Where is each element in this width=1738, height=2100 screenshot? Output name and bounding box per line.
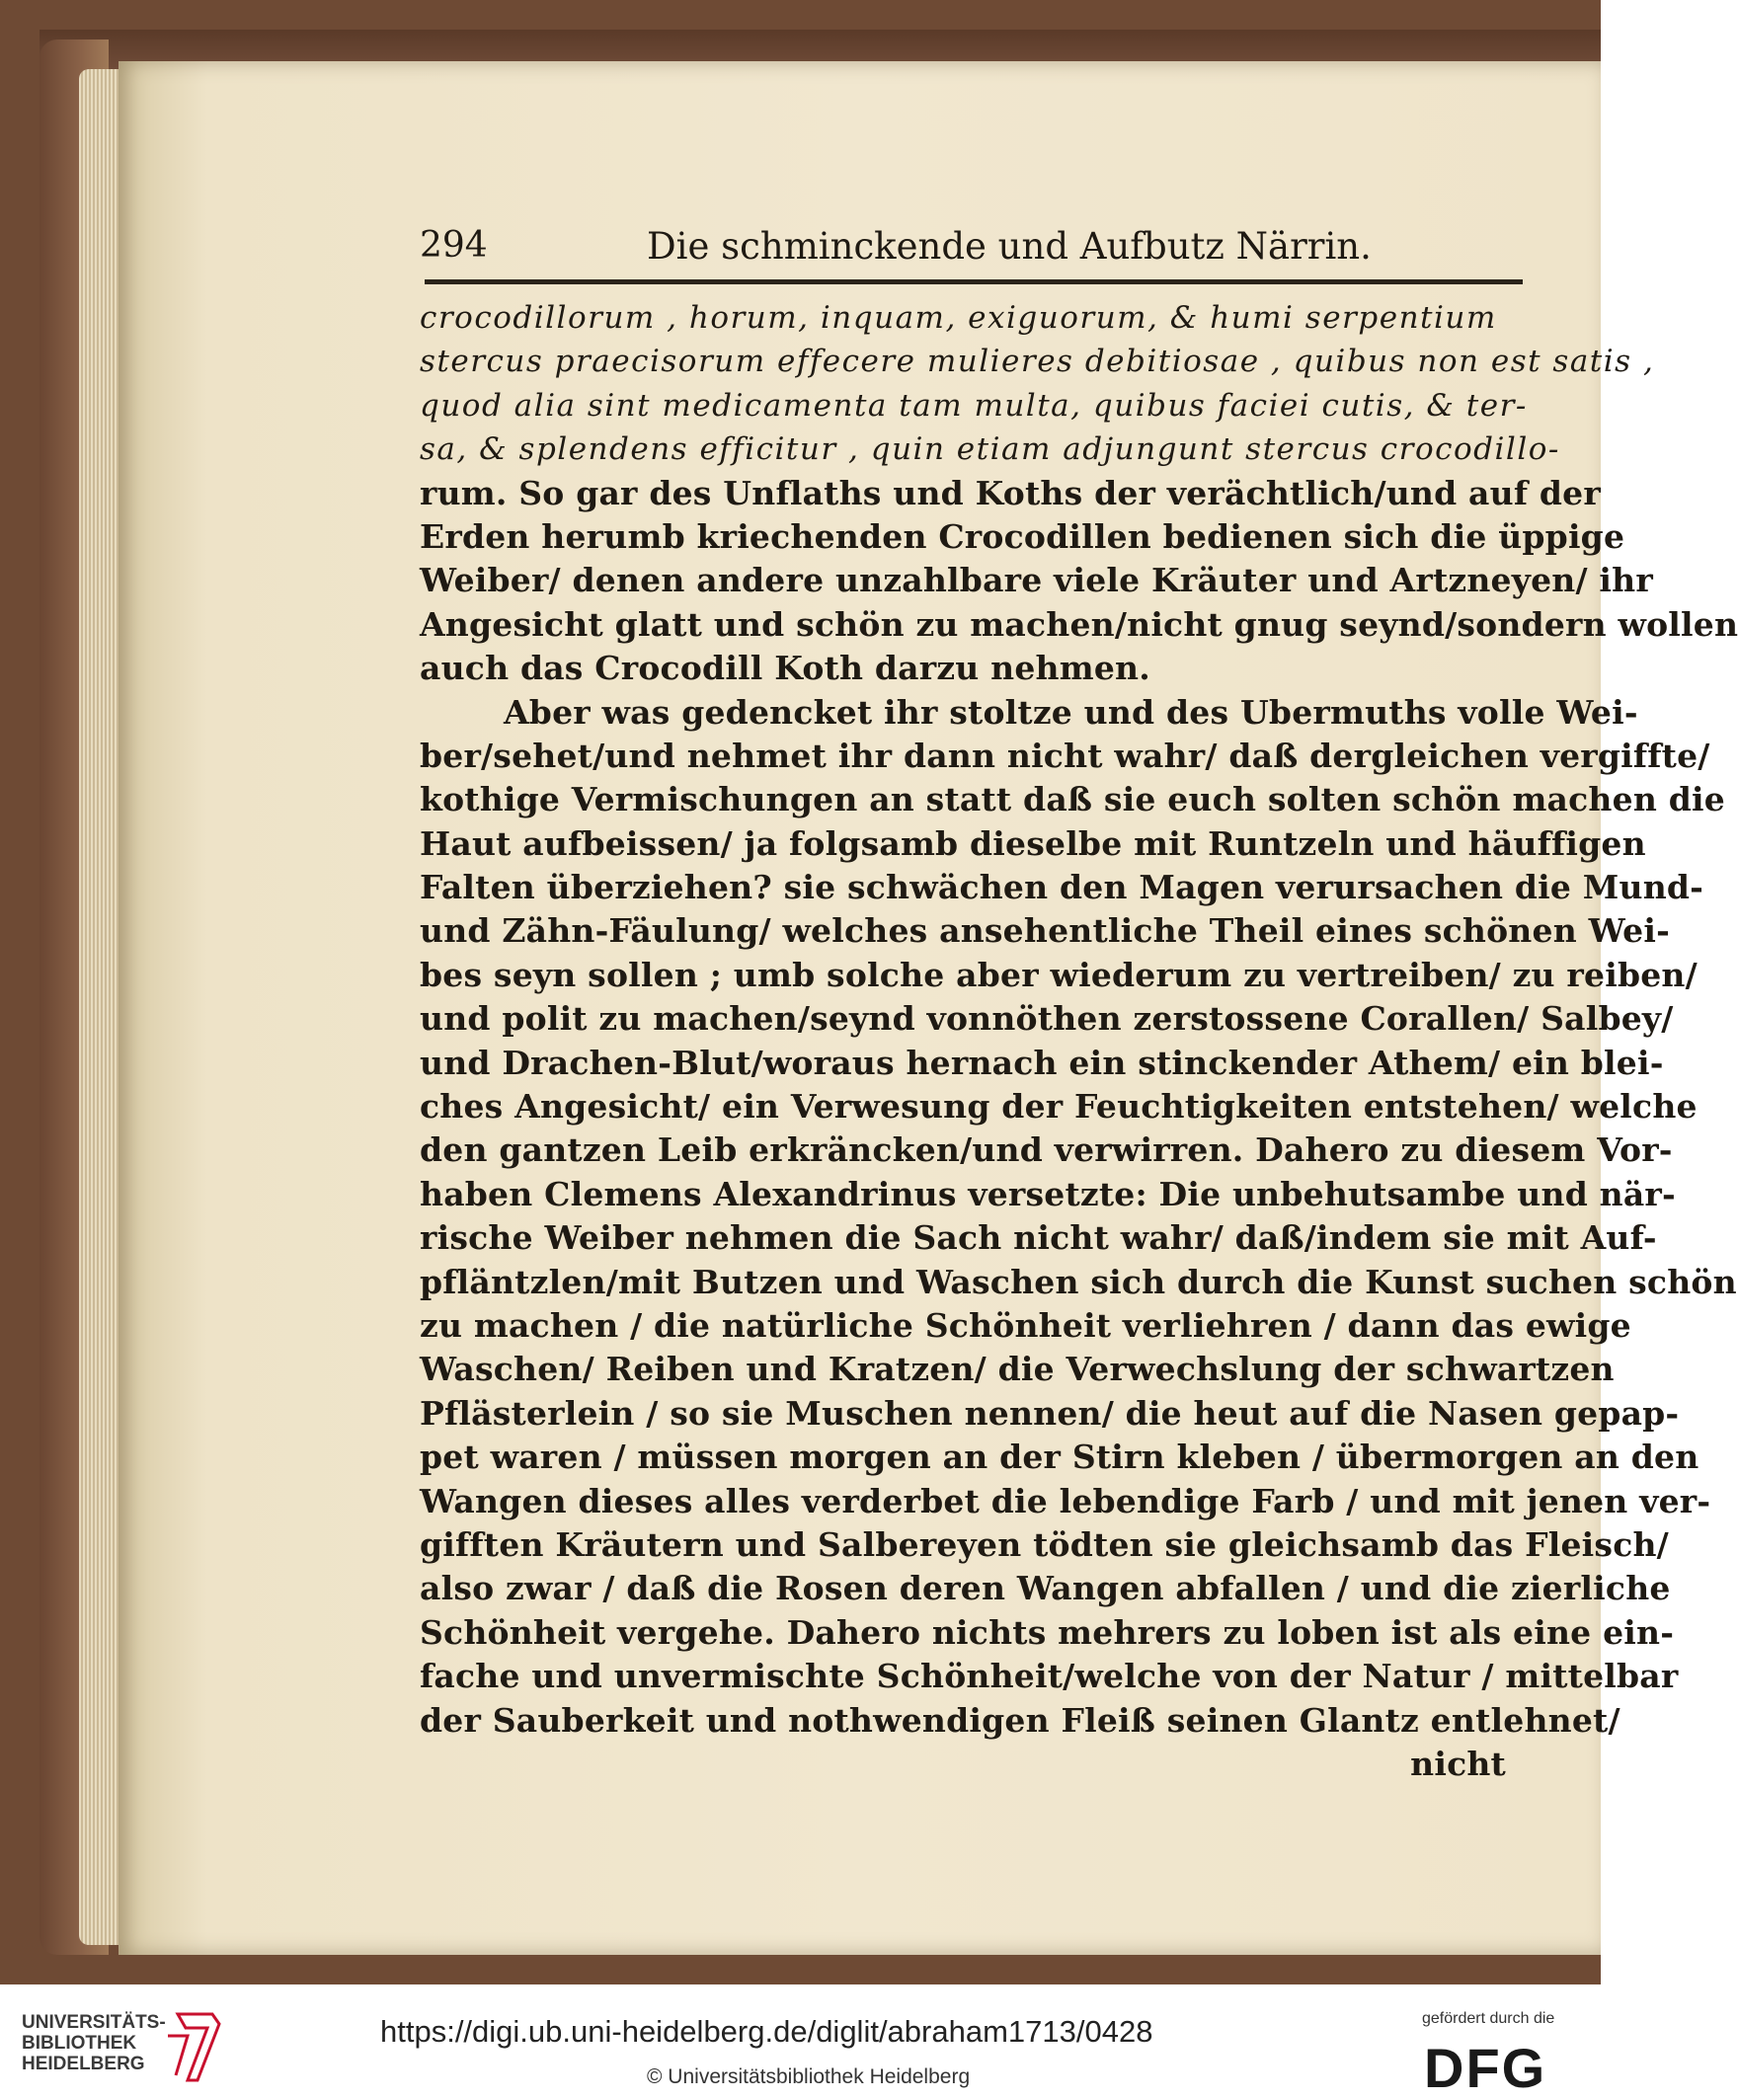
- text-line: pfläntzlen/mit Butzen und Waschen sich durch die Kunst suchen schön: [420, 1262, 1737, 1301]
- text-line: Schönheit vergehe. Dahero nichts mehrers zu loben ist als eine ein-: [420, 1612, 1675, 1652]
- text-line: den gantzen Leib erkräncken/und verwirren. Dahero zu diesem Vor-: [420, 1130, 1673, 1170]
- text-line: crocodillorum , horum, inquam, exiguorum, & humi serpentium: [420, 300, 1497, 336]
- text-line: auch das Crocodill Koth darzu nehmen.: [420, 649, 1150, 688]
- text-line: Aber was gedencket ihr stoltze und des Ubermuths volle Wei-: [504, 692, 1638, 732]
- text-line: und Zähn-Fäulung/ welches ansehentliche Theil eines schönen Wei-: [420, 911, 1670, 951]
- viewer-footer: [0, 1984, 1601, 2098]
- library-logo-icon: [158, 2006, 227, 2085]
- text-line: also zwar / daß die Rosen deren Wangen abfallen / und die zierliche: [420, 1569, 1671, 1608]
- text-line: und Drachen-Blut/woraus hernach ein stinckender Athem/ ein blei-: [420, 1043, 1664, 1082]
- text-line: Pflästerlein / so sie Muschen nennen/ die heut auf die Nasen gepap-: [420, 1393, 1680, 1433]
- text-line: pet waren / müssen morgen an der Stirn kleben / übermorgen an den: [420, 1438, 1699, 1477]
- library-name: UNIVERSITÄTS- BIBLIOTHEK HEIDELBERG: [22, 2012, 166, 2074]
- body-text: [420, 296, 1738, 1786]
- text-line: sa, & splendens efficitur , quin etiam adjungunt stercus crocodillo-: [420, 431, 1560, 468]
- copyright-notice: © Universitätsbibliothek Heidelberg: [647, 2065, 971, 2088]
- text-line: haben Clemens Alexandrinus versetzte: Die unbehutsambe und när-: [420, 1174, 1676, 1213]
- running-head: Die schminckende und Aufbutz Närrin.: [647, 225, 1372, 268]
- text-line: quod alia sint medicamenta tam multa, quibus faciei cutis, & ter-: [420, 387, 1528, 424]
- text-line: kothige Vermischungen an statt daß sie euch solten schön machen die: [420, 780, 1725, 819]
- funding-label: gefördert durch die: [1422, 2010, 1555, 2027]
- text-line: zu machen / die natürliche Schönheit verliehren / dann das ewige: [420, 1305, 1631, 1345]
- text-line: Haut aufbeissen/ ja folgsamb dieselbe mit Runtzeln und häuffigen: [420, 823, 1646, 863]
- text-line: Erden herumb kriechenden Crocodillen bedienen sich die üppige: [420, 516, 1625, 556]
- text-line: fache und unvermischte Schönheit/welche von der Natur / mittelbar: [420, 1657, 1679, 1696]
- page-number: 294: [420, 225, 488, 266]
- text-line: Angesicht glatt und schön zu machen/nicht gnug seynd/sondern wollen: [420, 604, 1738, 644]
- document-url-link[interactable]: https://digi.ub.uni-heidelberg.de/diglit/abraham1713/0428: [380, 2014, 1153, 2049]
- text-line: Wangen dieses alles verderbet die lebendige Farb / und mit jenen ver-: [420, 1481, 1711, 1520]
- text-line: der Sauberkeit und nothwendigen Fleiß seinen Glantz entlehnet/: [420, 1700, 1620, 1740]
- text-line: nicht: [1410, 1744, 1506, 1783]
- text-line: Falten überziehen? sie schwächen den Magen verursachen die Mund-: [420, 868, 1704, 907]
- page-header: [420, 225, 1521, 284]
- text-line: gifften Kräutern und Salbereyen tödten sie gleichsamb das Fleisch/: [420, 1524, 1669, 1564]
- text-line: ches Angesicht/ ein Verwesung der Feuchtigkeiten entstehen/ welche: [420, 1087, 1698, 1127]
- header-rule: [425, 279, 1523, 284]
- text-line: ber/sehet/und nehmet ihr dann nicht wahr/ daß dergleichen vergiffte/: [420, 736, 1710, 775]
- text-line: bes seyn sollen ; umb solche aber wiederum zu vertreiben/ zu reiben/: [420, 955, 1698, 994]
- text-line: rum. So gar des Unflaths und Koths der verächtlich/und auf der: [420, 473, 1601, 512]
- text-line: rische Weiber nehmen die Sach nicht wahr/ daß/indem sie mit Auf-: [420, 1218, 1657, 1258]
- dfg-logo: DFG: [1424, 2037, 1547, 2099]
- text-line: Waschen/ Reiben und Kratzen/ die Verwechslung der schwartzen: [420, 1350, 1615, 1389]
- text-line: stercus praecisorum effecere mulieres debitiosae , quibus non est satis ,: [420, 344, 1655, 380]
- text-line: Weiber/ denen andere unzahlbare viele Kräuter und Artzneyen/ ihr: [420, 561, 1653, 600]
- text-line: und polit zu machen/seynd vonnöthen zerstossene Corallen/ Salbey/: [420, 999, 1674, 1039]
